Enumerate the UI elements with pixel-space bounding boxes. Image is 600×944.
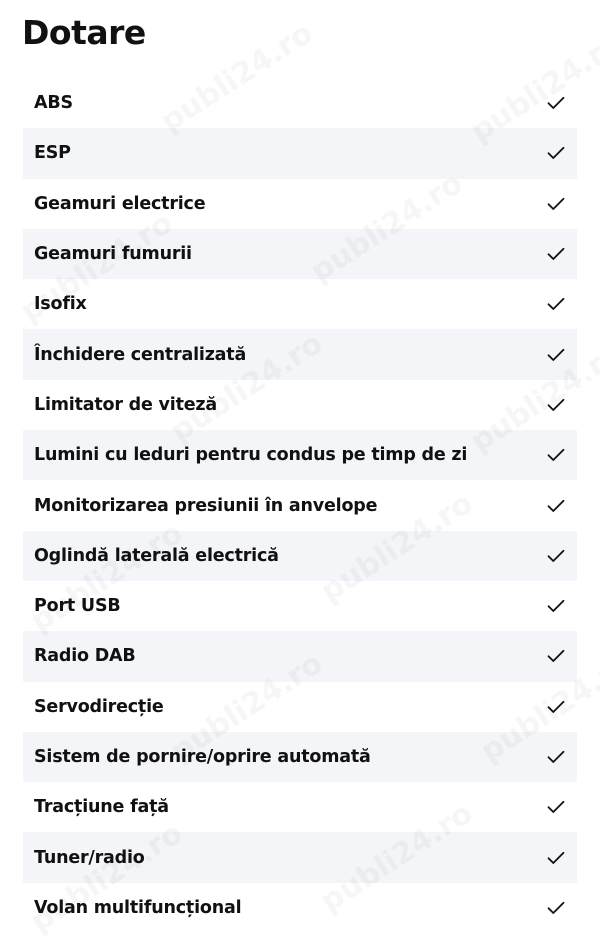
- feature-label: Monitorizarea presiunii în anvelope: [34, 495, 378, 516]
- checkmark-icon: [547, 700, 565, 714]
- checkmark-icon: [547, 348, 565, 362]
- list-item: [23, 179, 577, 229]
- checkmark-icon: [547, 499, 565, 513]
- list-item: [23, 128, 577, 178]
- feature-label: Volan multifuncțional: [34, 897, 242, 918]
- list-item: [23, 832, 577, 882]
- list-item: [23, 480, 577, 530]
- list-item: [23, 380, 577, 430]
- equipment-list: [23, 78, 577, 933]
- checkmark-icon: [547, 247, 565, 261]
- feature-label: Tuner/radio: [34, 847, 145, 868]
- feature-label: Geamuri fumurii: [34, 244, 192, 265]
- list-item: [23, 329, 577, 379]
- feature-label: Radio DAB: [34, 646, 136, 667]
- list-item: [23, 581, 577, 631]
- feature-label: Servodirecție: [34, 696, 164, 717]
- feature-label: Sistem de pornire/oprire automată: [34, 747, 371, 767]
- list-item: [23, 78, 577, 128]
- list-item: [23, 682, 577, 732]
- feature-label: Port USB: [34, 596, 121, 617]
- checkmark-icon: [547, 750, 565, 764]
- checkmark-icon: [547, 197, 565, 211]
- feature-label: Oglindă laterală electrică: [34, 545, 279, 566]
- feature-label: Lumini cu leduri pentru condus pe timp de zi: [34, 445, 468, 466]
- section-title: Dotare: [22, 13, 146, 52]
- list-item: [23, 531, 577, 581]
- checkmark-icon: [547, 96, 565, 110]
- feature-label: Limitator de viteză: [34, 394, 217, 415]
- checkmark-icon: [547, 398, 565, 412]
- feature-label: Tracțiune față: [34, 797, 169, 818]
- list-item: [23, 883, 577, 933]
- list-item: [23, 631, 577, 681]
- list-item: [23, 732, 577, 782]
- checkmark-icon: [547, 649, 565, 663]
- checkmark-icon: [547, 146, 565, 160]
- feature-label: ABS: [34, 93, 73, 114]
- feature-label: ESP: [34, 143, 71, 164]
- list-item: [23, 782, 577, 832]
- checkmark-icon: [547, 851, 565, 865]
- list-item: [23, 279, 577, 329]
- checkmark-icon: [547, 599, 565, 613]
- list-item: [23, 430, 577, 480]
- feature-label: Isofix: [34, 294, 87, 315]
- checkmark-icon: [547, 800, 565, 814]
- list-item: [23, 229, 577, 279]
- checkmark-icon: [547, 448, 565, 462]
- feature-label: Geamuri electrice: [34, 193, 206, 214]
- feature-label: Închidere centralizată: [34, 344, 247, 365]
- checkmark-icon: [547, 549, 565, 563]
- checkmark-icon: [547, 901, 565, 915]
- checkmark-icon: [547, 297, 565, 311]
